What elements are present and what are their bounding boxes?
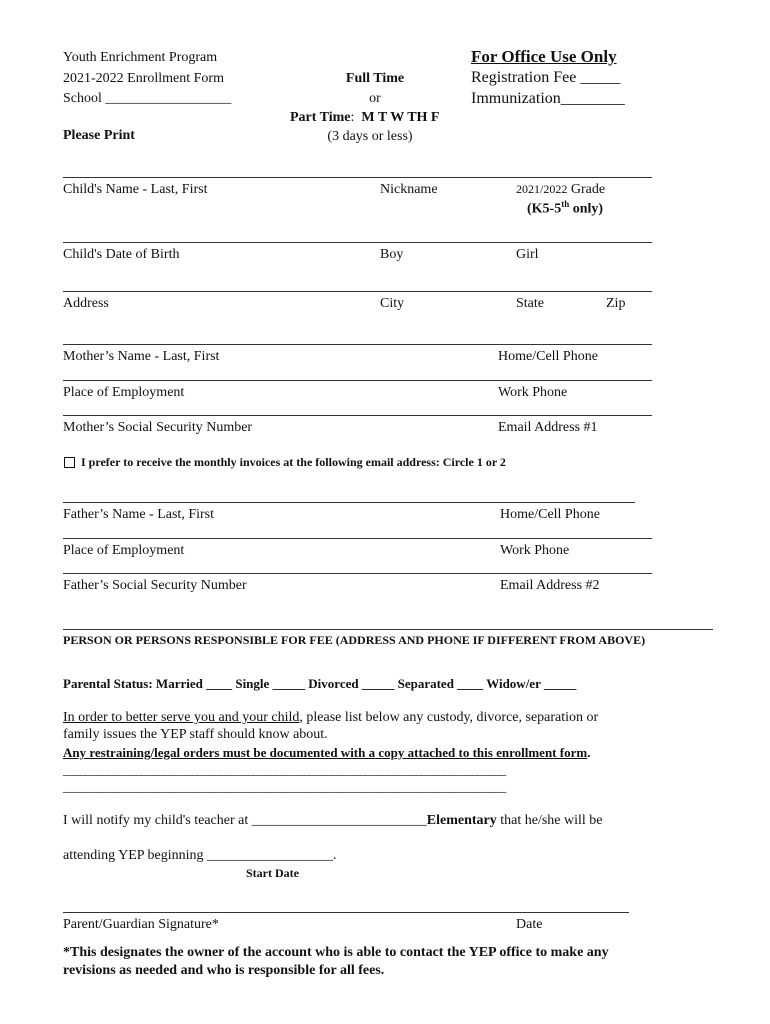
legal-orders-note [63, 745, 590, 761]
mother-work-phone-label: Work Phone [498, 385, 568, 400]
father-email-label: Email Address #2 [500, 578, 600, 593]
nickname-label: Nickname [380, 182, 438, 197]
legal-orders-text: Any restraining/legal orders must be documented with a copy attached to this enrollment form [63, 745, 588, 760]
full-time-option[interactable]: Full Time [345, 71, 405, 86]
girl-option[interactable]: Girl [516, 247, 539, 262]
grade-range-only: only) [569, 201, 604, 217]
mother-employment-label: Place of Employment [63, 385, 185, 400]
responsible-line[interactable] [63, 629, 713, 630]
boy-option[interactable]: Boy [380, 247, 404, 262]
office-use-title: For Office Use Only [471, 47, 617, 66]
grade-year: 2021/2022 [516, 182, 568, 196]
part-time-colon: : [350, 110, 355, 125]
please-print-note: Please Print [63, 128, 135, 143]
attending-date-field[interactable]: attending YEP beginning __________________. [63, 848, 337, 863]
responsible-label: PERSON OR PERSONS RESPONSIBLE FOR FEE (ADDRESS AND PHONE IF DIFFERENT FROM ABOVE) [63, 633, 646, 647]
notify-suffix: that he/she will be [496, 813, 603, 828]
mother-home-phone-label: Home/Cell Phone [498, 349, 598, 364]
city-label: City [380, 296, 405, 311]
father-ssn-label: Father’s Social Security Number [63, 578, 247, 593]
child-name-label: Child's Name - Last, First [63, 182, 208, 197]
custody-line-2: family issues the YEP staff should know about. [63, 727, 328, 742]
custody-intro [63, 710, 598, 726]
grade-range [527, 199, 603, 218]
father-home-phone-label: Home/Cell Phone [500, 507, 600, 522]
mother-ssn-label: Mother’s Social Security Number [63, 420, 253, 435]
mother-email-label: Email Address #1 [498, 420, 598, 435]
immunization-field[interactable]: Immunization________ [471, 90, 625, 107]
grade-word: Grade [570, 182, 606, 197]
custody-blank-2[interactable]: _______________________________________________________________________________ [63, 779, 506, 794]
dob-label: Child's Date of Birth [63, 247, 180, 262]
or-text: or [369, 91, 381, 106]
form-title: 2021-2022 Enrollment Form [63, 71, 224, 86]
state-label: State [516, 296, 544, 311]
mother-name-line[interactable] [63, 344, 652, 345]
notify-prefix: I will notify my child's teacher at _________________________ [63, 813, 427, 828]
address-label: Address [63, 296, 109, 311]
date-label: Date [516, 917, 543, 932]
father-name-line[interactable] [63, 502, 635, 503]
part-time-note: (3 days or less) [327, 129, 413, 144]
school-field[interactable]: School __________________ [63, 91, 232, 106]
part-time-label: Part Time [290, 110, 351, 125]
legal-orders-period: . [587, 745, 591, 760]
signature-line[interactable] [63, 912, 629, 913]
signature-label: Parent/Guardian Signature* [63, 917, 219, 932]
invoice-checkbox[interactable] [64, 457, 75, 468]
invoice-pref-label: I prefer to receive the monthly invoices at the following email address: Circle 1 or 2 [81, 455, 506, 469]
grade-range-sup: th [561, 199, 570, 209]
address-line[interactable] [63, 291, 652, 292]
part-time-option[interactable] [290, 110, 440, 126]
mother-employment-line[interactable] [63, 380, 652, 381]
mother-ssn-line[interactable] [63, 415, 652, 416]
father-employment-label: Place of Employment [63, 543, 185, 558]
footnote-line-2: revisions as needed and who is responsible for all fees. [63, 963, 385, 978]
father-work-phone-label: Work Phone [500, 543, 570, 558]
elementary-word: Elementary [426, 813, 497, 828]
grade-label [516, 182, 605, 198]
notify-teacher-field[interactable] [63, 813, 603, 829]
custody-lead-rest: , please list below any custody, divorce, separation or [299, 710, 599, 725]
custody-lead-underlined: In order to better serve you and your child [63, 710, 300, 725]
zip-label: Zip [606, 296, 626, 311]
child-name-line[interactable] [63, 177, 652, 178]
part-time-days[interactable]: M T W TH F [361, 110, 440, 125]
mother-name-label: Mother’s Name - Last, First [63, 349, 220, 364]
registration-fee-field[interactable]: Registration Fee _____ [471, 69, 621, 86]
father-employment-line[interactable] [63, 538, 652, 539]
father-name-label: Father’s Name - Last, First [63, 507, 214, 522]
father-ssn-line[interactable] [63, 573, 652, 574]
grade-range-text: (K5-5 [527, 201, 562, 217]
start-date-caption: Start Date [246, 866, 299, 880]
program-name: Youth Enrichment Program [63, 50, 218, 65]
footnote-line-1: *This designates the owner of the account who is able to contact the YEP office to make any [63, 945, 609, 960]
parental-status-field[interactable]: Parental Status: Married ____ Single _____ Divorced _____ Separated ____ Widow/er _____ [63, 676, 577, 691]
custody-blank-1[interactable]: _______________________________________________________________________________ [63, 762, 506, 777]
dob-line[interactable] [63, 242, 652, 243]
